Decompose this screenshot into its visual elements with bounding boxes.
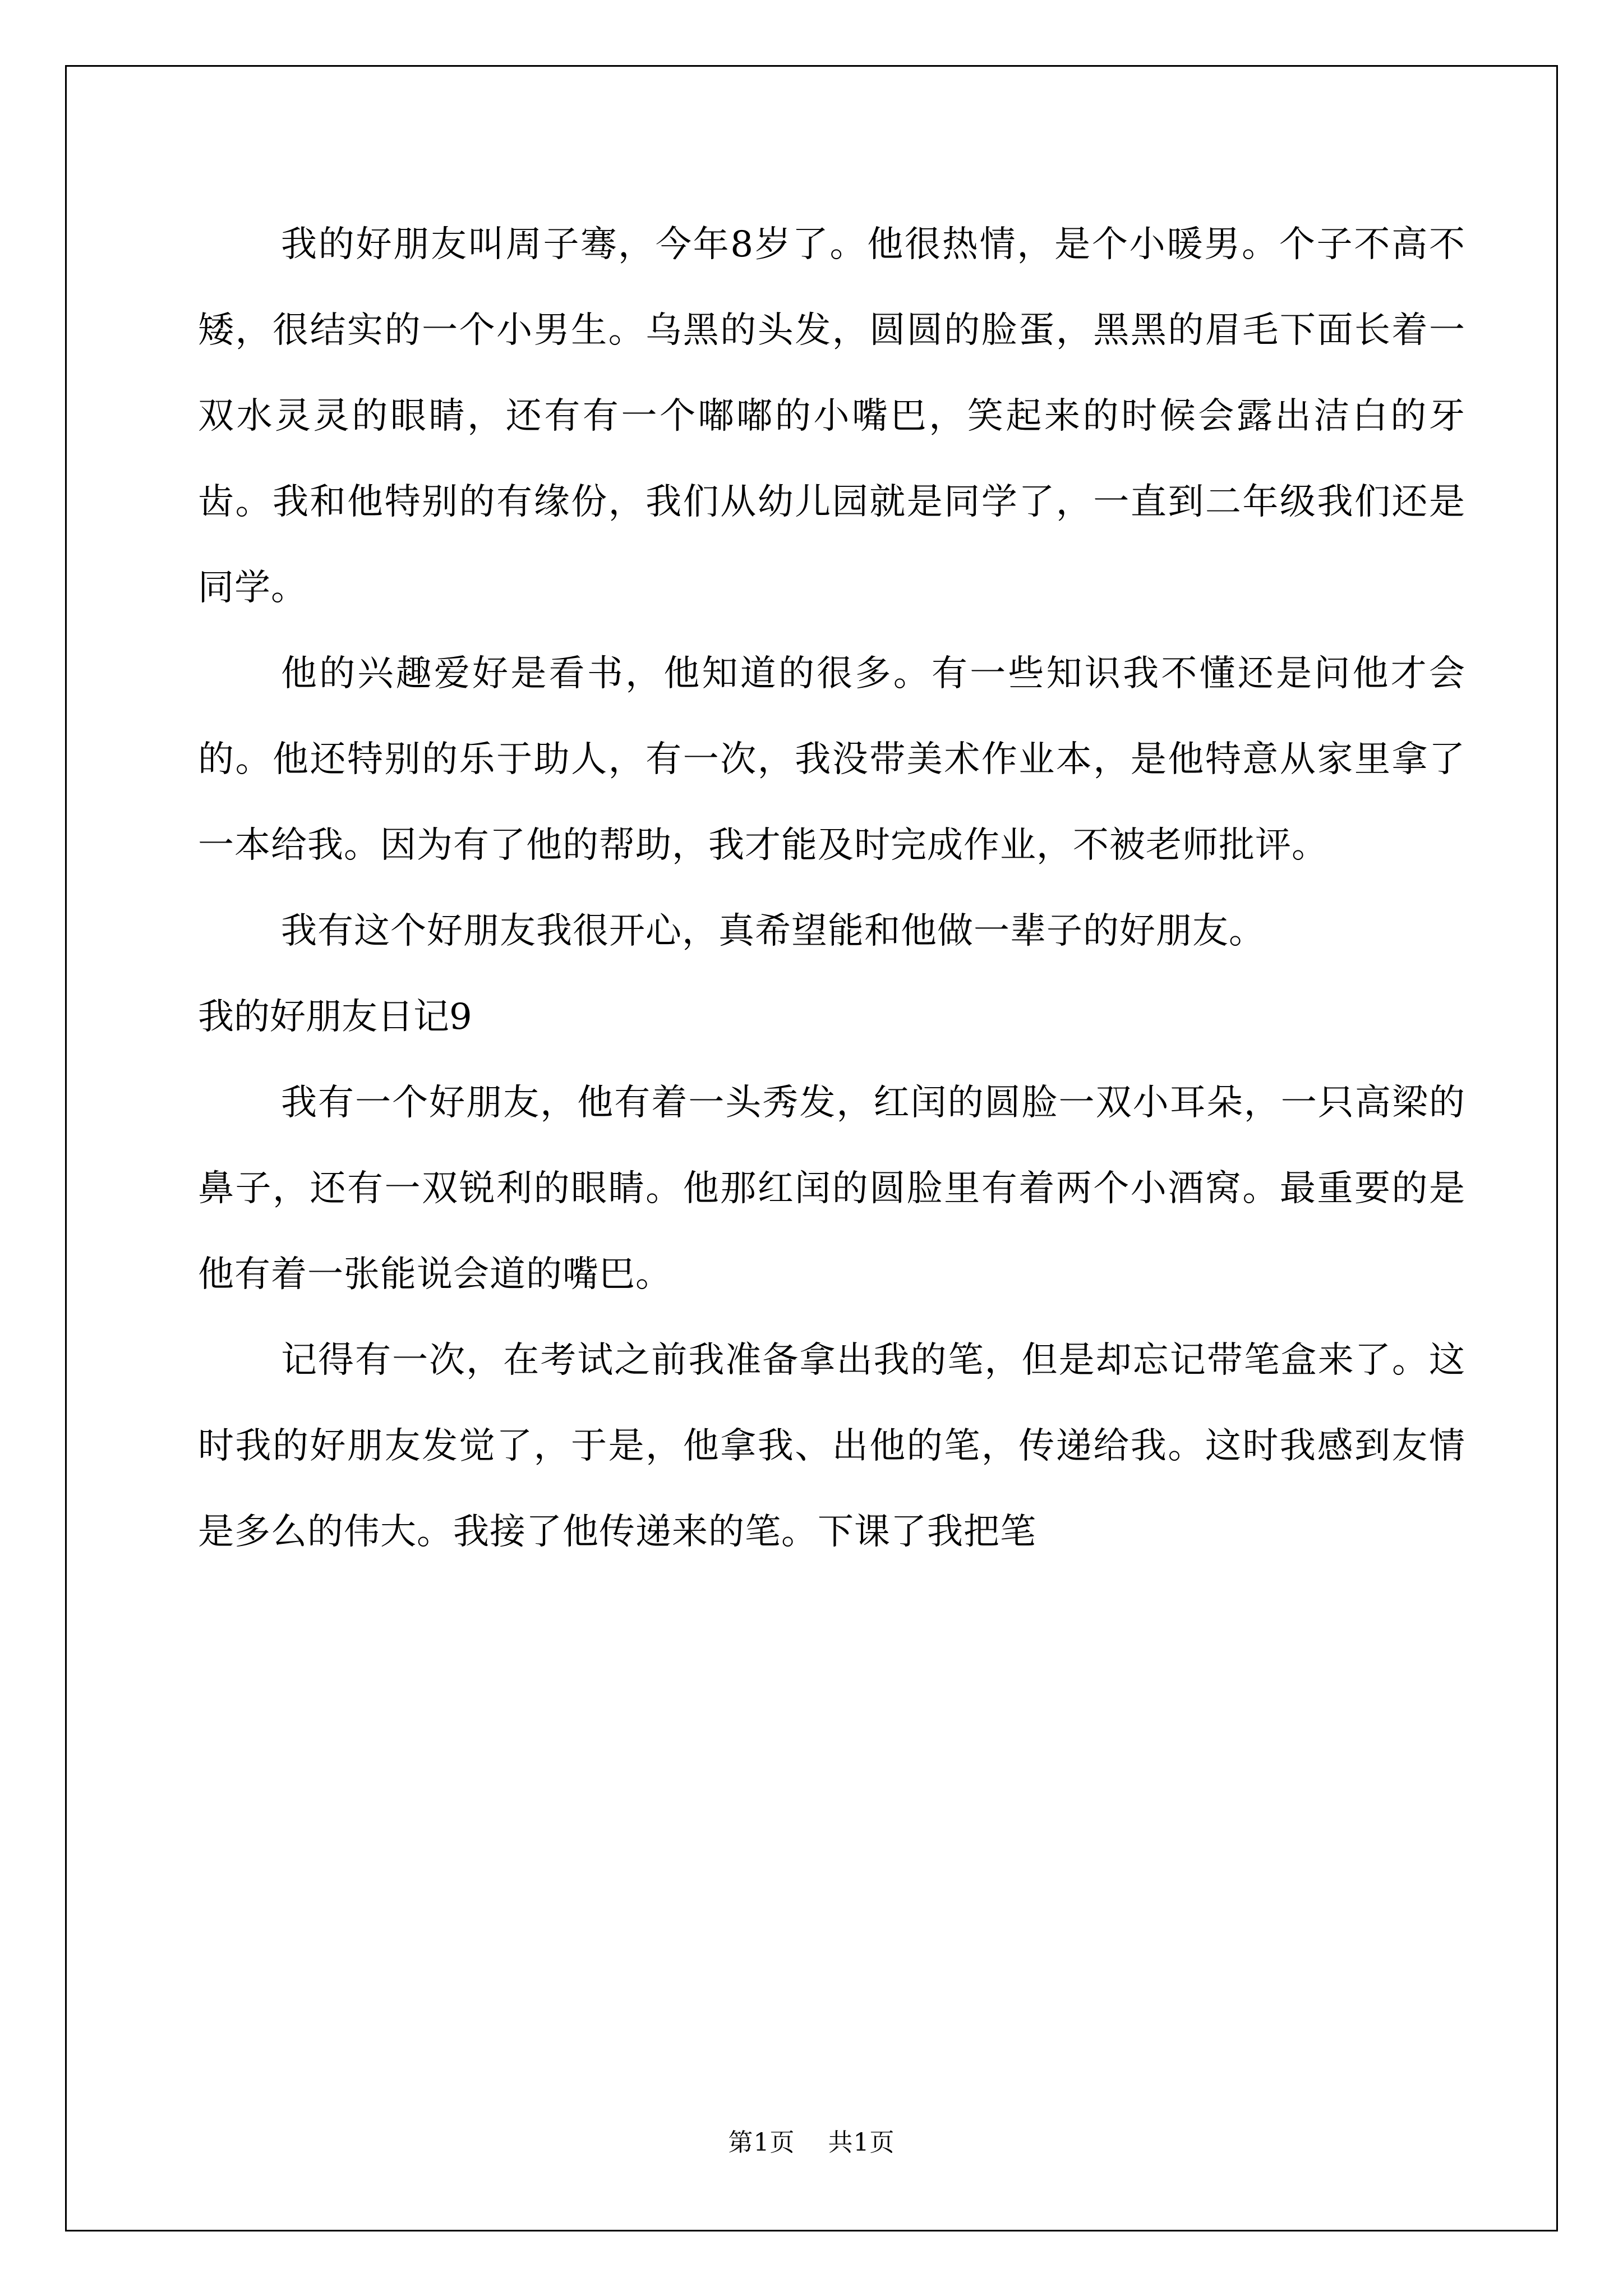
page-footer: [0, 2126, 1623, 2160]
paragraph: 记得有一次，在考试之前我准备拿出我的笔，但是却忘记带笔盒来了。这时我的好朋友发觉了，于是，他拿我、出他的笔，传递给我。这时我感到友情是多么的伟大。我接了他传递来的笔。下课了我把笔: [198, 1340, 1465, 1553]
paragraph: 我有一个好朋友，他有着一头秀发，红闰的圆脸一双小耳朵，一只高梁的鼻子，还有一双锐利的眼睛。他那红闰的圆脸里有着两个小酒窝。最重要的是他有着一张能说会道的嘴巴。: [198, 1082, 1465, 1295]
section-title: 我的好朋友日记9: [198, 996, 472, 1038]
page-number: 第1页: [728, 2128, 795, 2157]
document-body: [198, 202, 1465, 1575]
paragraph: 我有这个好朋友我很开心，真希望能和他做一辈子的好朋友。: [281, 910, 1265, 952]
page-total: 共1页: [828, 2128, 895, 2157]
paragraph: 他的兴趣爱好是看书，他知道的很多。有一些知识我不懂还是问他才会的。他还特别的乐于助人，有一次，我没带美术作业本，是他特意从家里拿了一本给我。因为有了他的帮助，我才能及时完成作业，不被老师批评。: [198, 653, 1465, 866]
paragraph: 我的好朋友叫周子骞，今年8岁了。他很热情，是个小暖男。个子不高不矮，很结实的一个小男生。乌黑的头发，圆圆的脸蛋，黑黑的眉毛下面长着一双水灵灵的眼睛，还有有一个嘟嘟的小嘴巴，笑起来的时候会露出洁白的牙齿。我和他特别的有缘份，我们从幼儿园就是同学了，一直到二年级我们还是同学。: [198, 224, 1465, 609]
